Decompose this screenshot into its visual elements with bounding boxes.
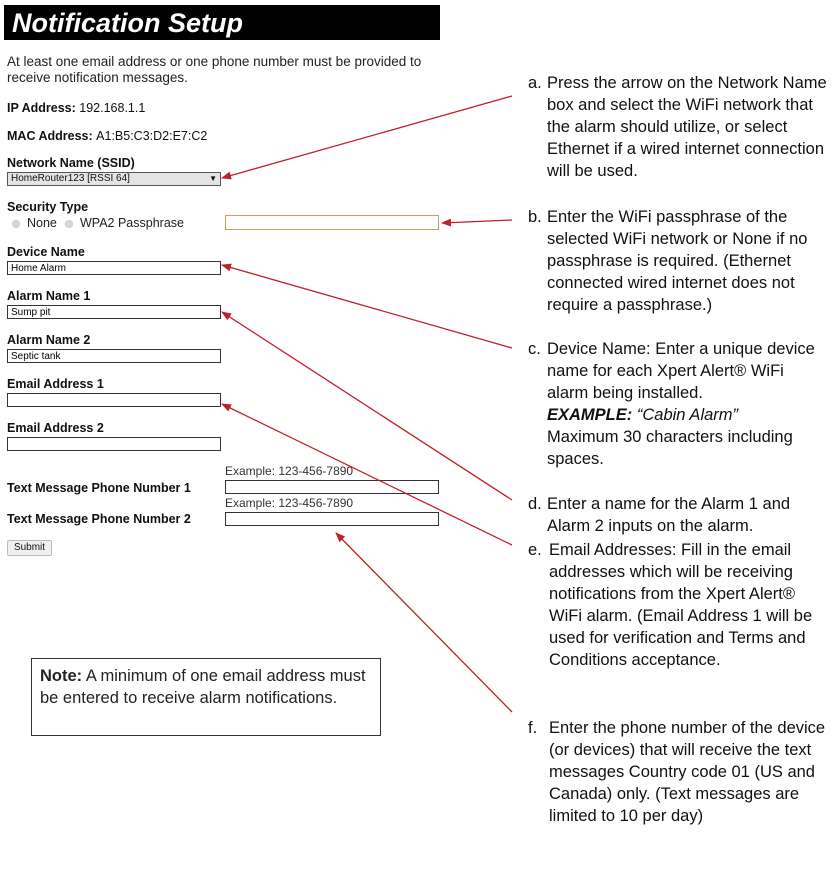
phone-2-example: Example: 123-456-7890 — [225, 496, 354, 510]
security-type-label: Security Type — [7, 200, 89, 214]
ip-address-label: IP Address: — [7, 101, 76, 115]
note-label: Note: — [40, 667, 83, 685]
instruction-c-letter: c. — [528, 340, 541, 358]
page-title: Notification Setup — [12, 8, 243, 38]
phone-number-1-label: Text Message Phone Number 1 — [7, 481, 191, 495]
instruction-d-text: Enter a name for the Alarm 1 and Alarm 2 inputs on the alarm. — [547, 495, 791, 535]
email-address-1-label: Email Address 1 — [7, 377, 104, 391]
alarm-name-2-input[interactable]: Septic tank — [7, 349, 221, 363]
arrow-b — [442, 220, 512, 223]
alarm-name-1-label: Alarm Name 1 — [7, 289, 91, 303]
instruction-a-letter: a. — [528, 74, 542, 92]
intro-text: At least one email address or one phone number must be provided to receive notification messages. — [7, 54, 422, 85]
instruction-b-letter: b. — [528, 208, 542, 226]
instruction-f-letter: f. — [528, 719, 538, 737]
device-name-label: Device Name — [7, 245, 85, 259]
dropdown-arrow-icon[interactable]: ▼ — [209, 174, 217, 183]
phone-1-example: Example: 123-456-7890 — [225, 464, 354, 478]
instruction-c-example-label: EXAMPLE: — [547, 406, 633, 424]
mac-address-label: MAC Address: — [7, 129, 93, 143]
arrow-c — [222, 265, 512, 348]
instruction-c-text: Device Name: Enter a unique device name for each Xpert Alert® WiFi alarm being installed. — [547, 340, 815, 402]
alarm-name-2-label: Alarm Name 2 — [7, 333, 91, 347]
mac-address-value: A1:B5:C3:D2:E7:C2 — [96, 129, 208, 143]
network-name-selected: HomeRouter123 [RSSI 64] — [11, 173, 130, 184]
instruction-d-letter: d. — [528, 495, 542, 513]
arrow-e — [222, 404, 512, 545]
arrow-a — [222, 96, 512, 178]
instruction-c-example-value: “Cabin Alarm” — [636, 406, 739, 424]
ip-address-value: 192.168.1.1 — [79, 101, 146, 115]
email-address-2-label: Email Address 2 — [7, 421, 104, 435]
device-name-input[interactable]: Home Alarm — [7, 261, 221, 275]
instruction-b-text: Enter the WiFi passphrase of the selected WiFi network or None if no passphrase is required. (Ethernet connected wired internet does not require a passphrase.) — [547, 208, 808, 314]
instruction-c-limit: Maximum 30 characters including spaces. — [547, 428, 793, 468]
network-name-label: Network Name (SSID) — [7, 156, 135, 170]
arrow-d — [222, 312, 512, 500]
note-text: A minimum of one email address must be entered to receive alarm notifications. — [40, 667, 366, 707]
security-none-label: None — [27, 216, 57, 230]
alarm-name-1-input[interactable]: Sump pit — [7, 305, 221, 319]
submit-button[interactable]: Submit — [7, 540, 52, 556]
instruction-e-letter: e. — [528, 541, 542, 559]
arrow-f — [336, 533, 512, 712]
security-wpa2-label: WPA2 Passphrase — [80, 216, 184, 230]
instruction-a-text: Press the arrow on the Network Name box and select the WiFi network that the alarm should utilize, or select Ethernet if a wired internet connection will be used. — [547, 74, 827, 180]
instruction-f-text: Enter the phone number of the device (or devices) that will receive the text messages Country code 01 (US and Canada) only. (Text messages are limited to 10 per day) — [549, 719, 826, 825]
instruction-e-text: Email Addresses: Fill in the email addresses which will be receiving notifications from the Xpert Alert® WiFi alarm. (Email Address 1 will be used for verification and Terms and Conditions acceptance. — [549, 541, 813, 669]
phone-number-2-label: Text Message Phone Number 2 — [7, 512, 191, 526]
